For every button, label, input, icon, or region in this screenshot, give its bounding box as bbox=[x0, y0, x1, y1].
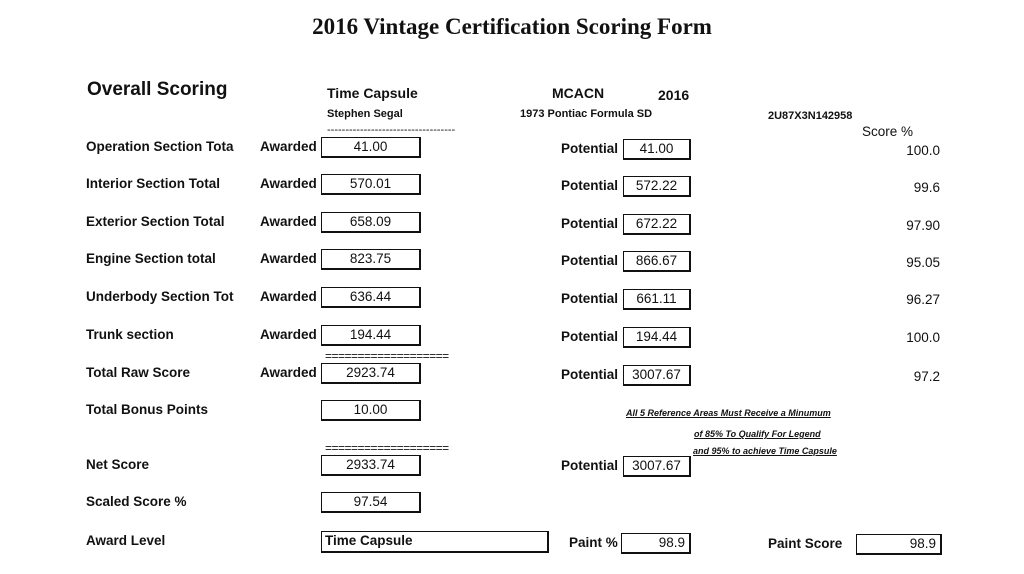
vin-number: 2U87X3N142958 bbox=[768, 110, 853, 122]
awarded-label: Awarded bbox=[260, 327, 317, 342]
awarded-label: Awarded bbox=[260, 176, 317, 191]
bonus-label: Total Bonus Points bbox=[86, 402, 208, 417]
separator-dashes: ----------------------------------- bbox=[327, 124, 456, 136]
form-title: 2016 Vintage Certification Scoring Form bbox=[312, 14, 712, 39]
paint-pct-value: 98.9 bbox=[621, 533, 691, 554]
separator-equals: =================== bbox=[325, 349, 449, 363]
vehicle-description: 1973 Pontiac Formula SD bbox=[520, 108, 653, 120]
separator-equals-2: =================== bbox=[325, 441, 449, 455]
net-label: Net Score bbox=[86, 457, 150, 472]
note-line-3: and 95% to achieve Time Capsule bbox=[693, 446, 837, 456]
potential-value: 866.67 bbox=[623, 251, 691, 272]
scaled-value: 97.54 bbox=[321, 492, 421, 513]
row-label: Total Raw Score bbox=[86, 365, 191, 380]
row-label: Trunk section bbox=[86, 327, 174, 342]
net-potential-value: 3007.67 bbox=[623, 456, 691, 477]
score-percent: 95.05 bbox=[906, 255, 940, 270]
potential-label: Potential bbox=[561, 291, 619, 306]
note-line-1: All 5 Reference Areas Must Receive a Minumum bbox=[626, 408, 831, 418]
awarded-value: 823.75 bbox=[321, 249, 421, 270]
net-potential-label: Potential bbox=[561, 458, 619, 473]
potential-label: Potential bbox=[561, 141, 619, 156]
potential-value: 572.22 bbox=[623, 176, 691, 197]
organization: MCACN bbox=[552, 85, 605, 101]
note-line-2: of 85% To Qualify For Legend bbox=[694, 429, 821, 439]
award-level-value: Time Capsule bbox=[321, 531, 549, 553]
row-label: Engine Section total bbox=[86, 251, 216, 266]
potential-label: Potential bbox=[561, 216, 619, 231]
row-label: Exterior Section Total bbox=[86, 214, 225, 229]
row-label: Underbody Section Tot bbox=[86, 289, 234, 304]
potential-value: 41.00 bbox=[623, 139, 691, 160]
awarded-value: 658.09 bbox=[321, 212, 421, 233]
score-percent: 100.0 bbox=[906, 143, 940, 158]
potential-label: Potential bbox=[561, 178, 619, 193]
overall-scoring-heading: Overall Scoring bbox=[87, 79, 228, 100]
owner-name: Stephen Segal bbox=[327, 108, 403, 120]
paint-score-value: 98.9 bbox=[856, 534, 942, 555]
score-percent: 100.0 bbox=[906, 330, 940, 345]
bonus-value: 10.00 bbox=[321, 400, 421, 421]
potential-label: Potential bbox=[561, 329, 619, 344]
score-percent: 96.27 bbox=[906, 292, 940, 307]
paint-score-label: Paint Score bbox=[768, 536, 843, 551]
awarded-label: Awarded bbox=[260, 365, 317, 380]
awarded-label: Awarded bbox=[260, 139, 317, 154]
row-label: Operation Section Tota bbox=[86, 139, 234, 154]
net-value: 2933.74 bbox=[321, 455, 421, 476]
award-level-label: Award Level bbox=[86, 533, 166, 548]
paint-pct-label: Paint % bbox=[569, 535, 618, 550]
potential-value: 672.22 bbox=[623, 214, 691, 235]
score-percent: 97.90 bbox=[906, 218, 940, 233]
score-pct-header: Score % bbox=[862, 124, 914, 139]
awarded-value: 636.44 bbox=[321, 287, 421, 308]
awarded-value: 570.01 bbox=[321, 174, 421, 195]
potential-label: Potential bbox=[561, 367, 619, 382]
award-name: Time Capsule bbox=[327, 85, 418, 101]
awarded-value: 194.44 bbox=[321, 325, 421, 346]
awarded-value: 2923.74 bbox=[321, 363, 421, 384]
awarded-label: Awarded bbox=[260, 289, 317, 304]
awarded-value: 41.00 bbox=[321, 137, 421, 158]
potential-label: Potential bbox=[561, 253, 619, 268]
potential-value: 3007.67 bbox=[623, 365, 691, 386]
potential-value: 661.11 bbox=[623, 289, 691, 310]
event-year: 2016 bbox=[658, 87, 690, 103]
awarded-label: Awarded bbox=[260, 251, 317, 266]
score-percent: 99.6 bbox=[913, 180, 940, 195]
awarded-label: Awarded bbox=[260, 214, 317, 229]
scaled-label: Scaled Score % bbox=[86, 494, 187, 509]
row-label: Interior Section Total bbox=[86, 176, 221, 191]
score-percent: 97.2 bbox=[913, 369, 940, 384]
potential-value: 194.44 bbox=[623, 327, 691, 348]
